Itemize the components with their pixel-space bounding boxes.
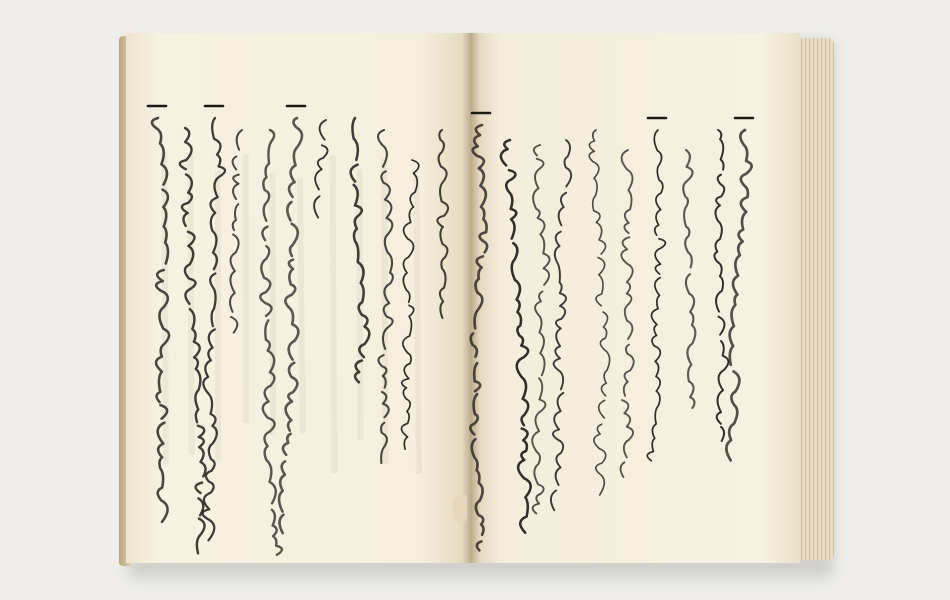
handwritten-column xyxy=(470,125,487,550)
handwritten-column xyxy=(714,130,728,441)
handwritten-column xyxy=(314,120,328,218)
ink-show-through xyxy=(333,156,335,473)
handwritten-column xyxy=(621,150,634,477)
handwritten-column xyxy=(501,140,531,533)
handwritten-column xyxy=(726,130,751,460)
ink-show-through xyxy=(190,152,192,455)
handwritten-column xyxy=(589,130,609,495)
handwritten-column xyxy=(203,118,225,546)
handwritten-column xyxy=(647,130,665,461)
handwritten-column xyxy=(230,130,242,333)
handwritten-column xyxy=(532,145,549,513)
ink-show-through xyxy=(300,178,303,433)
ink-show-through xyxy=(359,169,360,440)
ink-show-through xyxy=(384,159,385,464)
ink-show-through xyxy=(416,176,419,474)
ink-show-through xyxy=(164,152,166,464)
handwritten-column xyxy=(683,150,695,414)
handwritten-column xyxy=(551,140,571,510)
handwritten-column xyxy=(437,130,448,318)
